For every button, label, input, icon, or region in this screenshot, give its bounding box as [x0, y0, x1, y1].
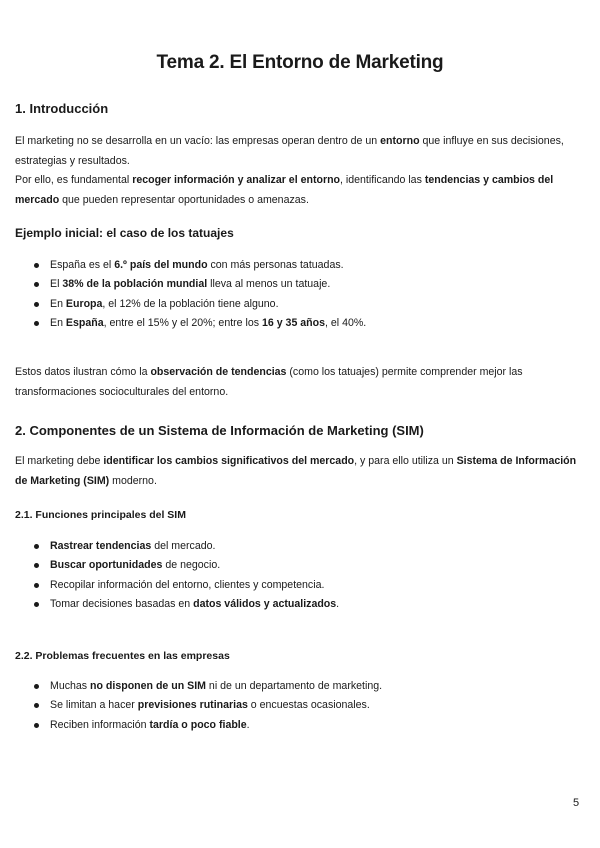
text-run: , el 12% de la población tiene alguno. — [102, 297, 279, 310]
bullet-icon — [34, 684, 39, 689]
text-run: España es el — [50, 259, 115, 271]
sim-functions-list — [34, 537, 574, 614]
bold-run: tendencias y cambios del mercado — [15, 174, 554, 206]
bullet-icon — [34, 723, 39, 728]
text-run: , identificando las — [340, 174, 425, 186]
list-item — [34, 537, 574, 556]
section-heading-introduccion: 1. Introducción — [15, 101, 109, 116]
text-run: lleva al menos un tatuaje. — [207, 278, 331, 291]
bullet-icon — [34, 282, 39, 287]
list-item — [34, 677, 574, 696]
text-run: Tomar decisiones basadas en — [50, 597, 194, 610]
list-item — [34, 696, 574, 715]
text-run: Se limitan a hacer — [50, 699, 138, 712]
bold-run: no disponen de un SIM — [90, 680, 206, 692]
sim-problems-list — [34, 677, 574, 735]
bullet-icon — [34, 602, 39, 607]
bold-run: tardía o poco fiable — [149, 718, 247, 731]
text-run: ni de un departamento de marketing. — [205, 680, 383, 692]
text-run: En — [50, 297, 66, 310]
bold-run: Buscar oportunidades — [50, 559, 163, 572]
bold-run: Sistema de Información de Marketing (SIM) — [15, 455, 577, 487]
bullet-icon — [34, 583, 39, 588]
tendencias-paragraph — [15, 363, 585, 402]
bold-run: observación de tendencias — [150, 366, 287, 378]
page-title: Tema 2. El Entorno de Marketing — [156, 52, 444, 73]
bold-run: 6.º país del mundo — [114, 259, 208, 271]
text-run: Reciben información — [50, 718, 150, 731]
text-run: del mercado. — [151, 540, 216, 552]
bold-run: 16 y 35 años — [262, 316, 326, 329]
text-run: , y para ello utiliza un — [354, 455, 457, 467]
list-item — [34, 595, 574, 614]
text-run: que influye en sus decisiones, estrategias y resultados. — [15, 135, 564, 167]
bold-run: Europa — [65, 297, 103, 310]
text-run: Recopilar información del entorno, clientes y competencia. — [50, 578, 325, 591]
text-run: Muchas — [50, 680, 91, 692]
text-run: (como los tatuajes) permite comprender mejor las transformaciones socioculturales del entorno. — [15, 366, 523, 398]
tattoo-facts-list — [34, 256, 574, 333]
page-number: 5 — [573, 797, 580, 809]
text-run: moderno. — [109, 474, 157, 487]
list-item — [34, 716, 574, 735]
intro-paragraph — [15, 132, 585, 210]
text-run: . — [246, 718, 250, 731]
text-run: Por ello, es fundamental — [15, 174, 133, 186]
list-item — [34, 314, 574, 333]
text-run: , entre el 15% y el 20%; entre los — [103, 316, 262, 329]
bullet-icon — [34, 563, 39, 568]
bullet-icon — [34, 703, 39, 708]
bold-run: España — [65, 316, 104, 329]
text-run: El marketing no se desarrolla en un vacío: las empresas operan dentro de un — [15, 135, 381, 147]
bullet-icon — [34, 263, 39, 268]
bullet-icon — [34, 544, 39, 549]
text-run: . — [336, 597, 340, 610]
list-item — [34, 556, 574, 575]
bold-run: entorno — [380, 135, 420, 147]
bold-run: Rastrear tendencias — [50, 540, 152, 552]
text-run: o encuestas ocasionales. — [247, 699, 370, 712]
list-item — [34, 295, 574, 314]
bold-run: datos válidos y actualizados — [193, 597, 337, 610]
list-item — [34, 576, 574, 595]
text-run: , el 40%. — [325, 316, 367, 329]
bullet-icon — [34, 302, 39, 307]
text-run: En — [50, 316, 66, 329]
bullet-icon — [34, 321, 39, 326]
bold-run: 38% de la población mundial — [62, 278, 208, 291]
section-heading-sim: 2. Componentes de un Sistema de Información de Marketing (SIM) — [15, 423, 424, 438]
sim-paragraph — [15, 452, 585, 491]
text-run: El — [50, 278, 63, 291]
subheading-funciones: 2.1. Funciones principales del SIM — [15, 509, 186, 521]
subheading-ejemplo: Ejemplo inicial: el caso de los tatuajes — [15, 226, 234, 240]
list-item — [34, 256, 574, 275]
bold-run: recoger información y analizar el entorno — [132, 174, 341, 186]
text-run: que pueden representar oportunidades o amenazas. — [59, 193, 309, 206]
bold-run: identificar los cambios significativos del mercado — [103, 455, 355, 467]
subheading-problemas: 2.2. Problemas frecuentes en las empresas — [15, 650, 230, 662]
text-run: Estos datos ilustran cómo la — [15, 366, 151, 378]
text-run: de negocio. — [162, 559, 221, 572]
bold-run: previsiones rutinarias — [137, 699, 248, 712]
text-run: con más personas tatuadas. — [207, 259, 344, 271]
text-run: El marketing debe — [15, 455, 104, 467]
list-item — [34, 275, 574, 294]
